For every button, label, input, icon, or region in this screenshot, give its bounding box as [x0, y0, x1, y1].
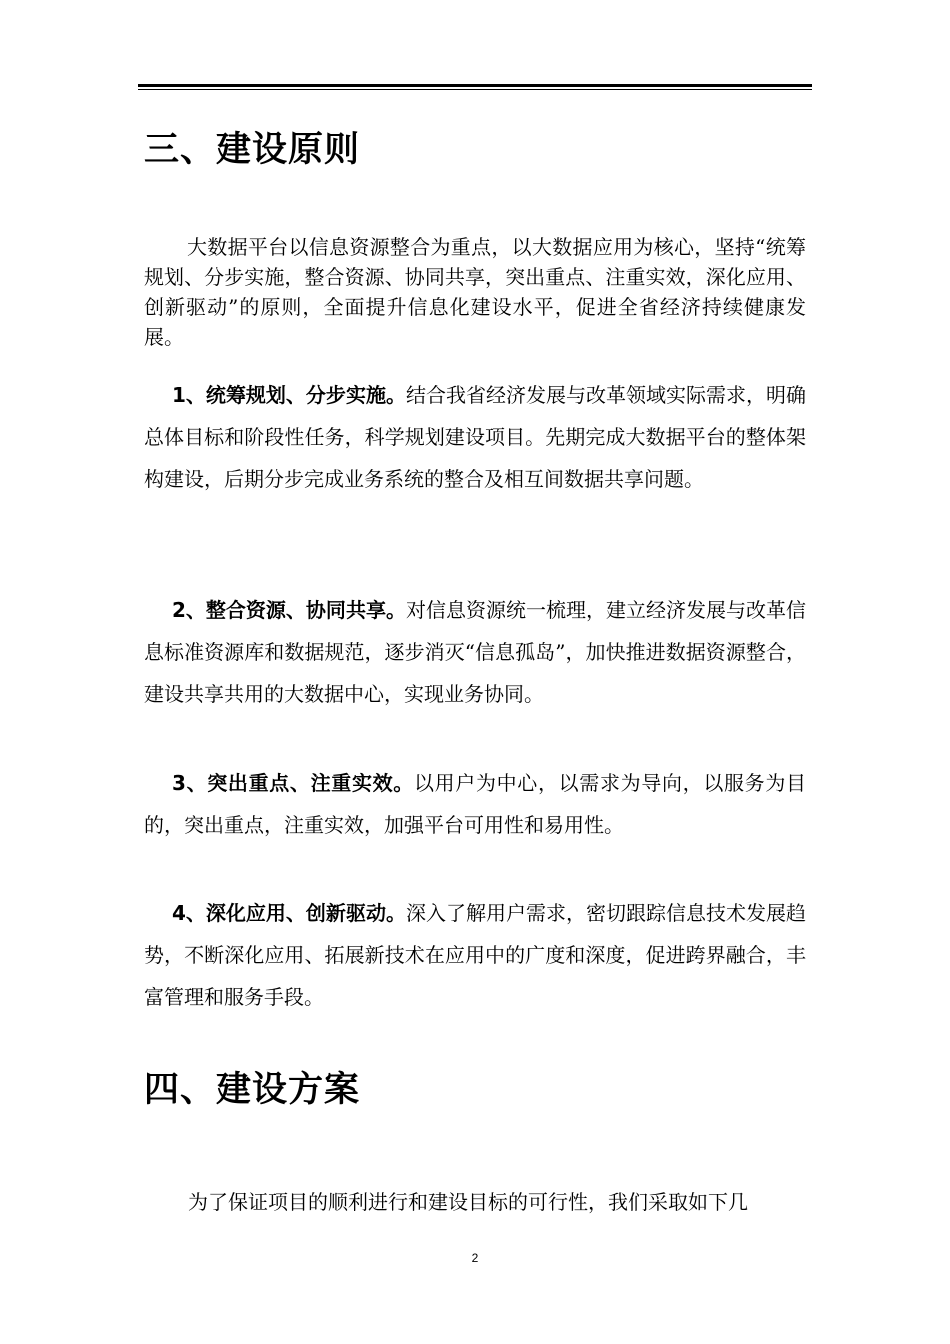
header-rule-thin: [138, 89, 812, 90]
header-rule-thick: [138, 84, 812, 87]
section-4-heading: 四、建设方案: [144, 1069, 361, 1110]
principle-4-lead: 4、深化应用、创新驱动。: [172, 901, 406, 925]
principle-paragraph-4: [144, 892, 806, 1018]
principle-paragraph-1: [144, 374, 806, 500]
principle-1-text: 结合我省经济发展与改革领域实际需求，明确总体目标和阶段性任务，科学规划建设项目。先期完成大数据平台的整体架构建设，后期分步完成业务系统的整合及相互间数据共享问题。: [144, 383, 807, 491]
principle-1-lead: 1、统筹规划、分步实施。: [172, 383, 406, 407]
principle-2-lead: 2、整合资源、协同共享。: [172, 598, 406, 622]
page-number: 2: [471, 1251, 479, 1265]
principle-3-lead: 3、突出重点、注重实效。: [172, 771, 414, 795]
principle-2-text: 对信息资源统一梳理，建立经济发展与改革信息标准资源库和数据规范，逐步消灭“信息孤岛”，加快推进数据资源整合，建设共享共用的大数据中心，实现业务协同。: [144, 598, 807, 706]
section-3-intro-paragraph: 大数据平台以信息资源整合为重点，以大数据应用为核心，坚持“统筹规划、分步实施，整合资源、协同共享，突出重点、注重实效，深化应用、创新驱动”的原则，全面提升信息化建设水平，促进全省经济持续健康发展。: [144, 235, 806, 349]
principle-paragraph-3: [144, 762, 806, 846]
principle-3-text: 以用户为中心，以需求为导向，以服务为目的，突出重点，注重实效，加强平台可用性和易用性。: [144, 771, 806, 837]
section-4-intro-paragraph: 为了保证项目的顺利进行和建设目标的可行性，我们采取如下几: [188, 1190, 748, 1214]
principle-4-text: 深入了解用户需求，密切跟踪信息技术发展趋势，不断深化应用、拓展新技术在应用中的广度和深度，促进跨界融合，丰富管理和服务手段。: [144, 901, 807, 1009]
section-3-heading: 三、建设原则: [144, 129, 361, 170]
principle-paragraph-2: [144, 589, 806, 715]
